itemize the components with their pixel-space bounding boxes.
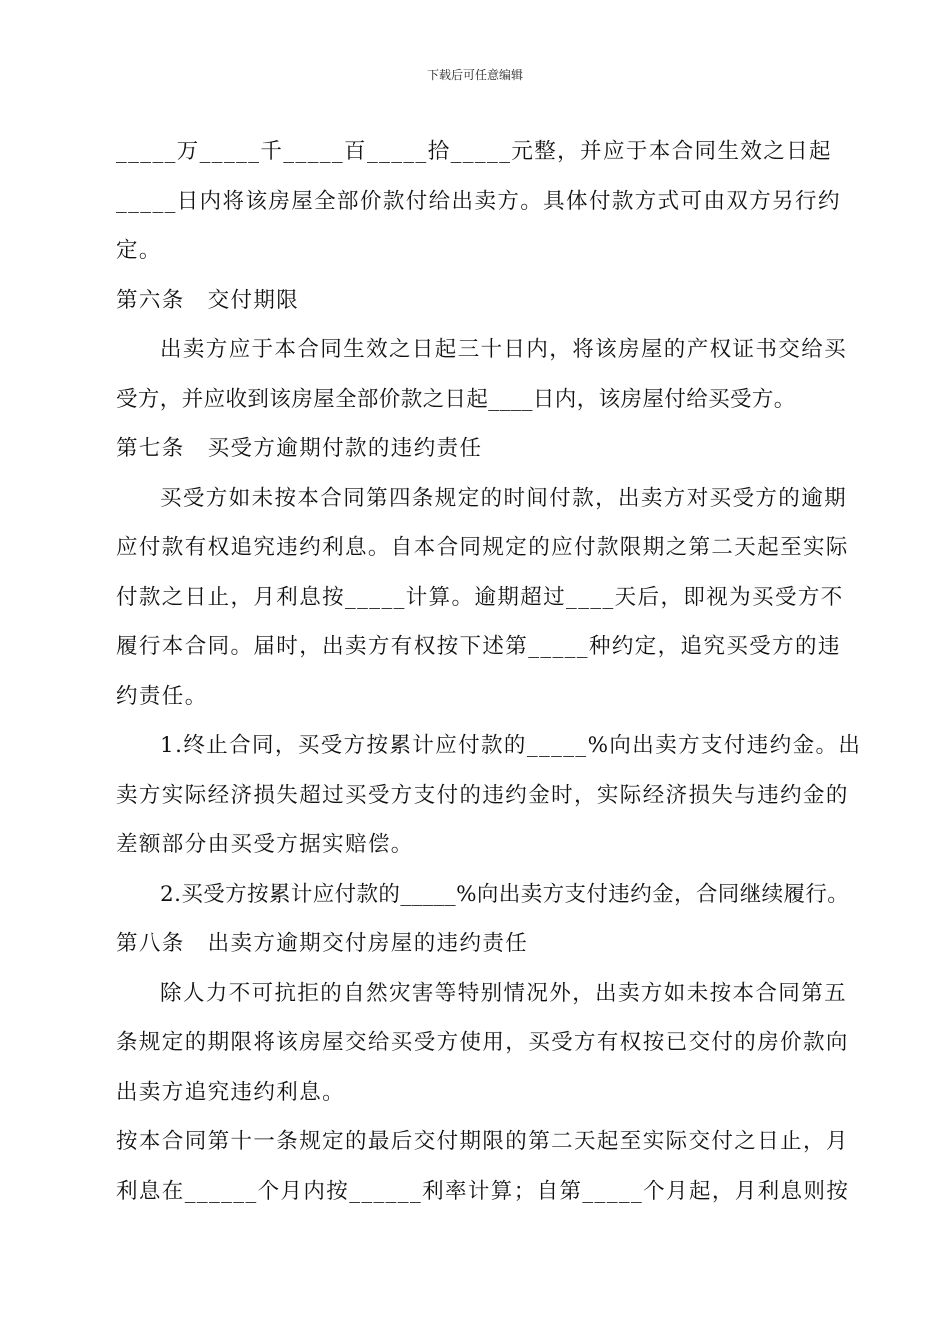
text-line: _____日内将该房屋全部价款付给出卖方。具体付款方式可由双方另行约 bbox=[116, 188, 841, 214]
text-line: _____万_____千_____百_____拾_____元整，并应于本合同生效之日起 bbox=[116, 139, 832, 164]
text-line: 约责任。 bbox=[116, 683, 208, 709]
text-line: 利息在______个月内按______利率计算；自第_____个月起，月利息则按 bbox=[116, 1178, 850, 1204]
text-line: 受方，并应收到该房屋全部价款之日起____日内，该房屋付给买受方。 bbox=[116, 386, 796, 412]
text-line: 买受方如未按本合同第四条规定的时间付款，出卖方对买受方的逾期 bbox=[160, 485, 848, 511]
page-header: 下载后可任意编辑 bbox=[426, 68, 523, 82]
text-line: 出卖方追究违约利息。 bbox=[116, 1079, 346, 1105]
text-line: 1.终止合同，买受方按累计应付款的_____%向出卖方支付违约金。出 bbox=[160, 733, 862, 758]
text-line: 付款之日止，月利息按_____计算。逾期超过____天后，即视为买受方不 bbox=[116, 584, 844, 610]
text-line: 条规定的期限将该房屋交给买受方使用，买受方有权按已交付的房价款向 bbox=[116, 1030, 849, 1055]
text-line: 差额部分由买受方据实赔偿。 bbox=[116, 832, 414, 857]
article-8-heading: 第八条 出卖方逾期交付房屋的违约责任 bbox=[116, 931, 529, 956]
article-7-heading: 第七条 买受方逾期付款的违约责任 bbox=[116, 436, 483, 461]
text-line: 卖方实际经济损失超过买受方支付的违约金时，实际经济损失与违约金的 bbox=[116, 782, 849, 808]
article-6-heading: 第六条 交付期限 bbox=[116, 287, 300, 313]
text-line: 出卖方应于本合同生效之日起三十日内，将该房屋的产权证书交给买 bbox=[160, 337, 848, 362]
text-line: 按本合同第十一条规定的最后交付期限的第二天起至实际交付之日止，月 bbox=[116, 1129, 849, 1154]
text-line: 定。 bbox=[116, 238, 162, 263]
text-line: 2.买受方按累计应付款的_____%向出卖方支付违约金，合同继续履行。 bbox=[160, 881, 850, 907]
document-body bbox=[116, 134, 862, 1223]
text-line: 除人力不可抗拒的自然灾害等特别情况外，出卖方如未按本合同第五 bbox=[160, 980, 848, 1006]
text-line: 应付款有权追究违约利息。自本合同规定的应付款限期之第二天起至实际 bbox=[116, 535, 849, 560]
text-line: 履行本合同。届时，出卖方有权按下述第_____种约定，追究买受方的违 bbox=[116, 634, 841, 659]
